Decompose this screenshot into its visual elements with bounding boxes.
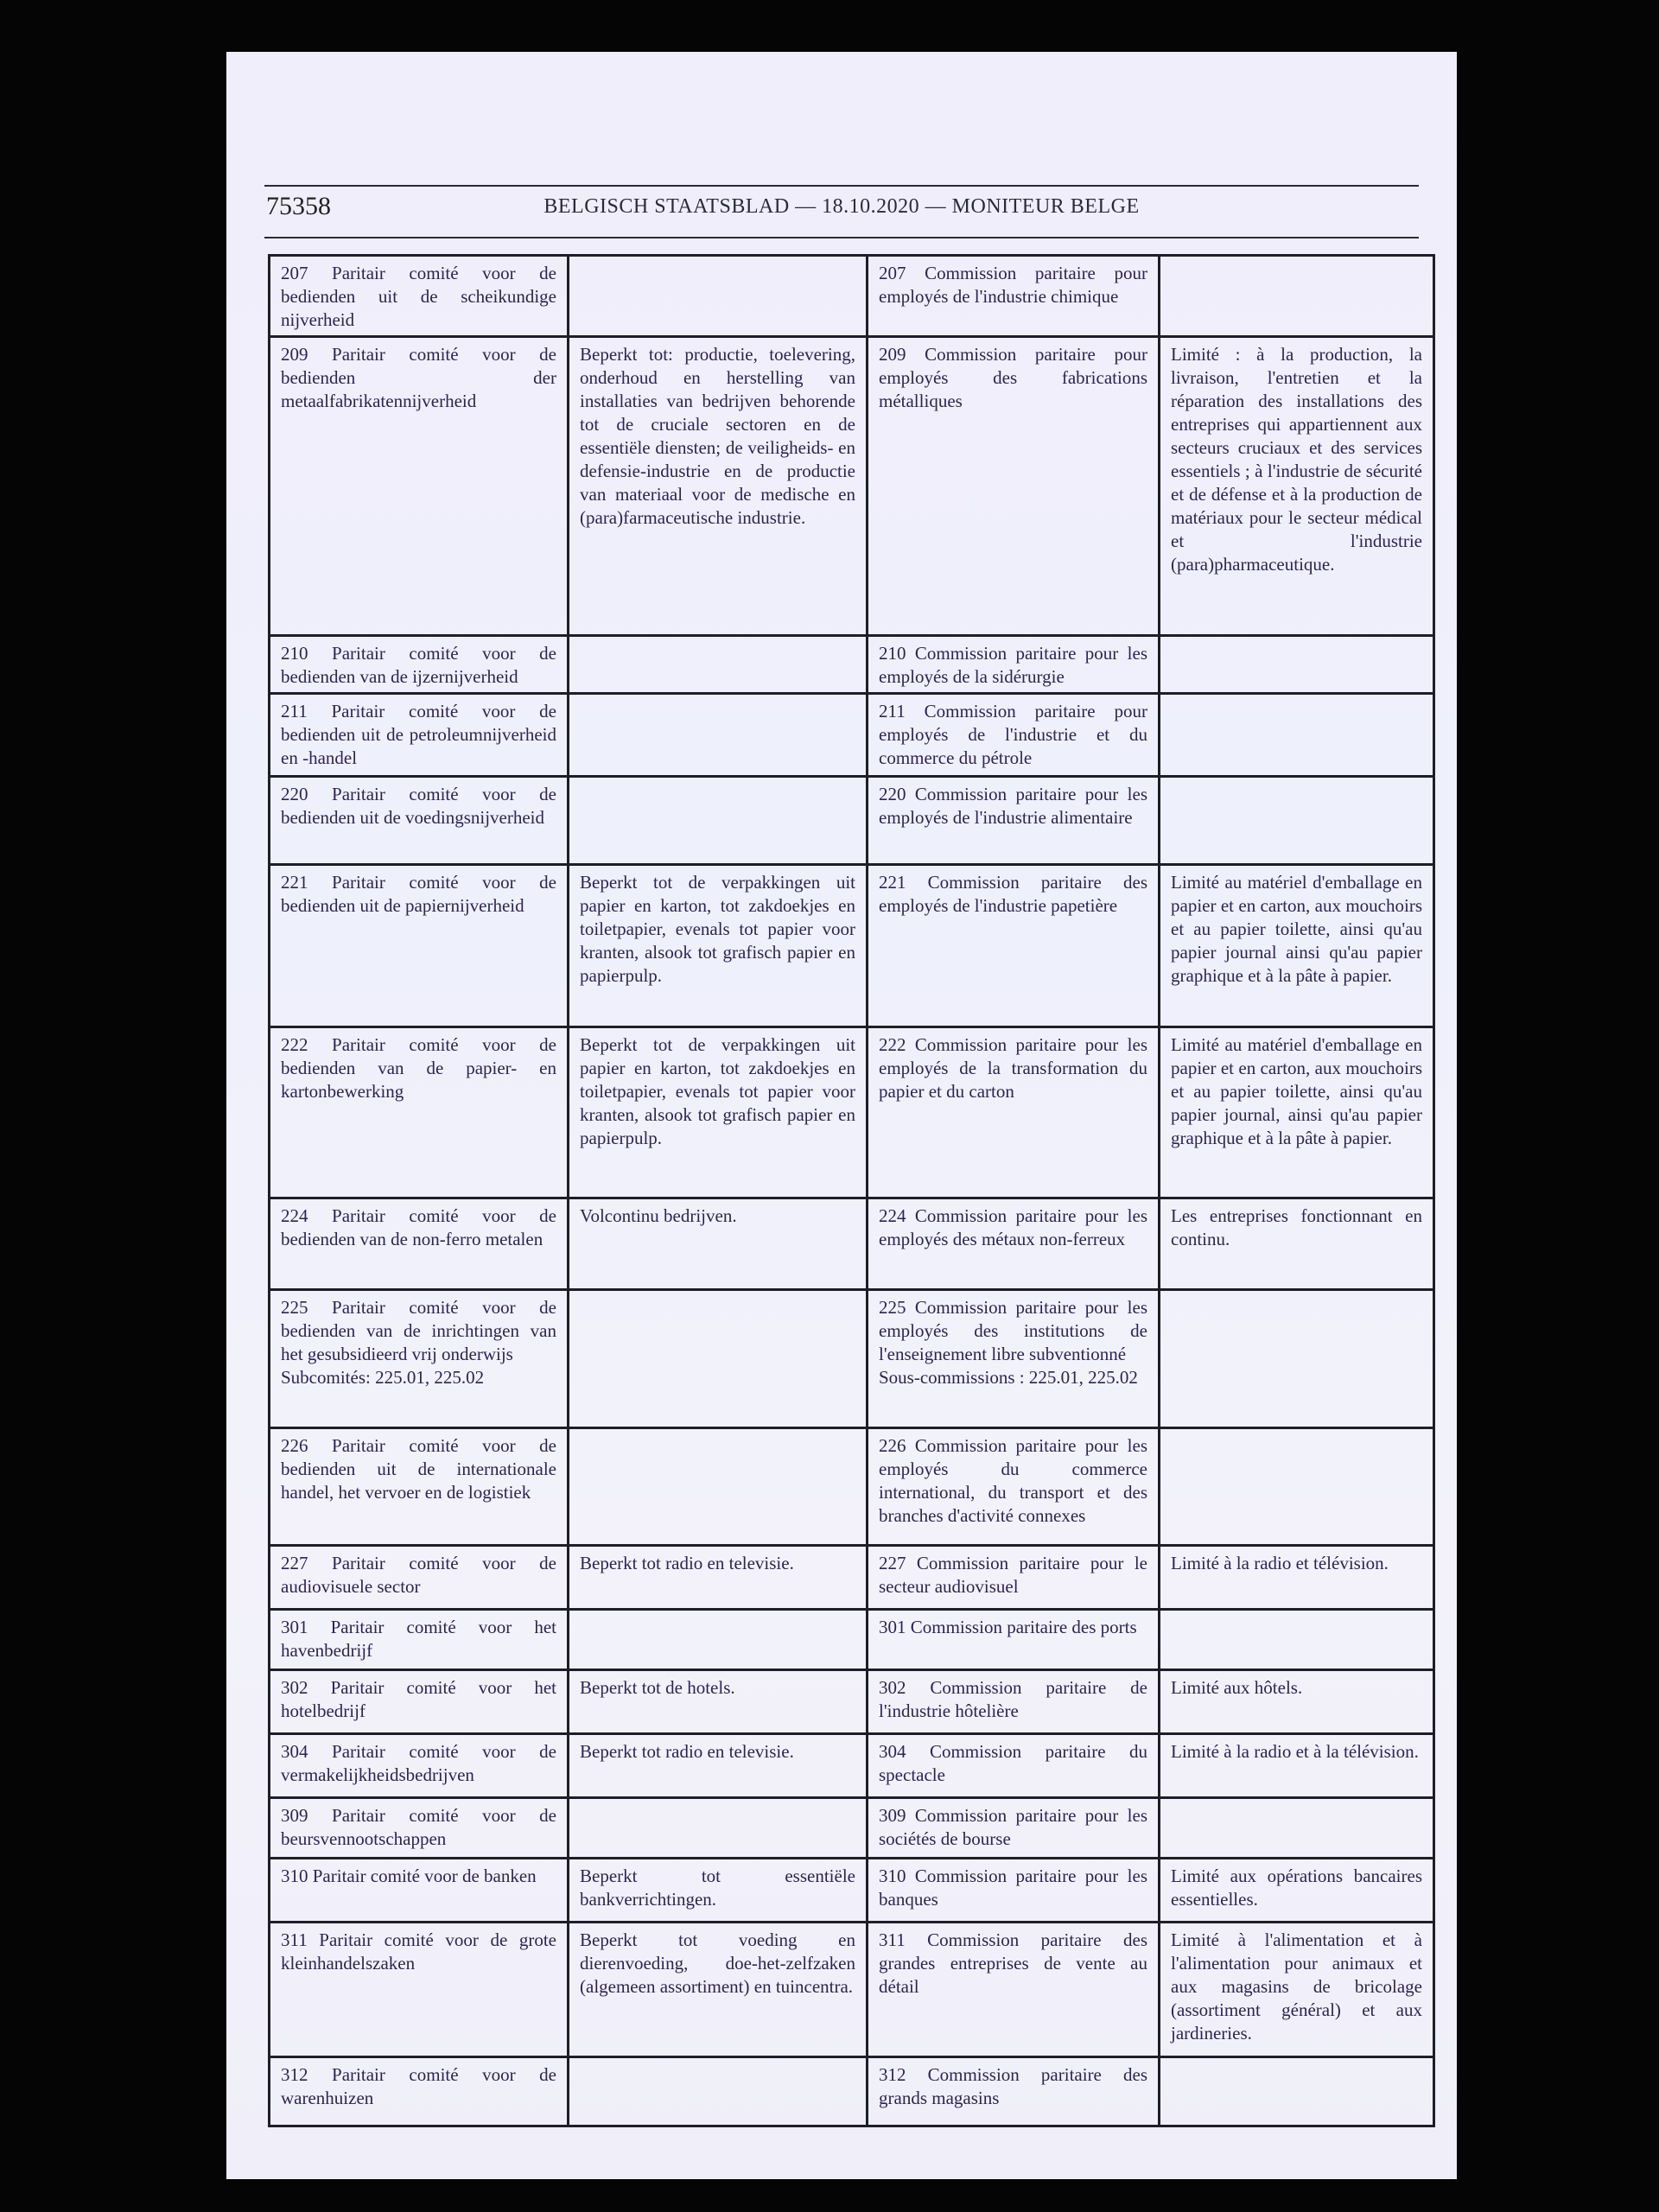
- fr-committee-cell: 304 Commission paritaire du spectacle: [868, 1734, 1160, 1798]
- page-number: 75358: [266, 192, 331, 220]
- fr-committee-cell: 227 Commission paritaire pour le secteur audiovisuel: [868, 1546, 1160, 1610]
- nl-committee-cell: 312 Paritair comité voor de warenhuizen: [270, 2057, 569, 2126]
- table-row: [270, 1859, 1434, 1923]
- table-row: [270, 694, 1434, 777]
- fr-committee-cell: 311 Commission paritaire des grandes entreprises de vente au détail: [868, 1923, 1160, 2057]
- table-row: [270, 1798, 1434, 1859]
- nl-committee-cell: 302 Paritair comité voor het hotelbedrijf: [270, 1670, 569, 1734]
- committee-table: [268, 254, 1435, 2127]
- nl-restriction-cell: [569, 256, 868, 337]
- nl-committee-cell: 211 Paritair comité voor de bedienden uit de petroleumnijverheid en -handel: [270, 694, 569, 777]
- table-row: [270, 1923, 1434, 2057]
- fr-restriction-cell: [1160, 636, 1434, 694]
- nl-restriction-cell: [569, 694, 868, 777]
- nl-restriction-cell: Beperkt tot essentiële bankverrichtingen.: [569, 1859, 868, 1923]
- running-head: BELGISCH STAATSBLAD — 18.10.2020 — MONITEUR BELGE: [543, 195, 1140, 218]
- table-row: [270, 256, 1434, 337]
- nl-committee-name: 225 Paritair comité voor de bedienden van de inrichtingen van het gesubsidieerd vrij onderwijs: [281, 1297, 556, 1364]
- fr-committee-cell: 226 Commission paritaire pour les employés du commerce international, du transport et des branches d'activité connexes: [868, 1428, 1160, 1546]
- fr-restriction-cell: [1160, 1610, 1434, 1670]
- nl-restriction-cell: [569, 1798, 868, 1859]
- nl-committee-cell: 210 Paritair comité voor de bedienden van de ijzernijverheid: [270, 636, 569, 694]
- fr-committee-cell: 302 Commission paritaire de l'industrie hôtelière: [868, 1670, 1160, 1734]
- table-row: [270, 865, 1434, 1027]
- table-row: [270, 1546, 1434, 1610]
- fr-restriction-cell: Limité aux opérations bancaires essentielles.: [1160, 1859, 1434, 1923]
- table-row: [270, 1027, 1434, 1198]
- nl-committee-cell: 222 Paritair comité voor de bedienden van de papier- en kartonbewerking: [270, 1027, 569, 1198]
- nl-restriction-cell: Beperkt tot de verpakkingen uit papier en karton, tot zakdoekjes en toiletpapier, evenals tot papier voor kranten, alsook tot grafisch papier en papierpulp.: [569, 865, 868, 1027]
- fr-restriction-cell: [1160, 777, 1434, 865]
- fr-restriction-cell: [1160, 1798, 1434, 1859]
- nl-committee-cell: 304 Paritair comité voor de vermakelijkheidsbedrijven: [270, 1734, 569, 1798]
- fr-restriction-cell: Limité à la radio et à la télévision.: [1160, 1734, 1434, 1798]
- nl-restriction-cell: Beperkt tot radio en televisie.: [569, 1734, 868, 1798]
- nl-committee-cell: 226 Paritair comité voor de bedienden uit de internationale handel, het vervoer en de logistiek: [270, 1428, 569, 1546]
- nl-committee-cell: 209 Paritair comité voor de bedienden der metaalfabrikatennijverheid: [270, 337, 569, 636]
- fr-restriction-cell: Limité à la radio et télévision.: [1160, 1546, 1434, 1610]
- nl-restriction-cell: Beperkt tot radio en televisie.: [569, 1546, 868, 1610]
- nl-committee-cell: 301 Paritair comité voor het havenbedrijf: [270, 1610, 569, 1670]
- fr-restriction-cell: Limité : à la production, la livraison, l'entretien et la réparation des installations des entreprises qui appartiennent aux secteurs cruciaux et des services essentiels ; à l'industrie de sécurité et de défense et à la production de matériaux pour le secteur médical et l'industrie (para)pharmaceutique.: [1160, 337, 1434, 636]
- nl-restriction-cell: [569, 2057, 868, 2126]
- fr-committee-cell: 224 Commission paritaire pour les employés des métaux non-ferreux: [868, 1198, 1160, 1290]
- nl-committee-cell: 311 Paritair comité voor de grote kleinhandelszaken: [270, 1923, 569, 2057]
- fr-committee-cell: 210 Commission paritaire pour les employés de la sidérurgie: [868, 636, 1160, 694]
- fr-committee-cell: 221 Commission paritaire des employés de l'industrie papetière: [868, 865, 1160, 1027]
- fr-committee-cell: 220 Commission paritaire pour les employés de l'industrie alimentaire: [868, 777, 1160, 865]
- header-rule-top: [264, 185, 1419, 187]
- nl-subcommittees: Subcomités: 225.01, 225.02: [281, 1367, 485, 1388]
- nl-committee-cell: 309 Paritair comité voor de beursvennootschappen: [270, 1798, 569, 1859]
- fr-restriction-cell: Limité au matériel d'emballage en papier et en carton, aux mouchoirs et au papier toilette, ainsi qu'au papier journal, ainsi qu'au papier graphique et à la pâte à papier.: [1160, 1027, 1434, 1198]
- nl-committee-cell: 207 Paritair comité voor de bedienden uit de scheikundige nijverheid: [270, 256, 569, 337]
- fr-committee-cell: 211 Commission paritaire pour employés de l'industrie et du commerce du pétrole: [868, 694, 1160, 777]
- header-rule-bottom: [264, 237, 1419, 238]
- nl-committee-cell: [270, 1290, 569, 1428]
- nl-restriction-cell: Beperkt tot de hotels.: [569, 1670, 868, 1734]
- nl-committee-cell: 221 Paritair comité voor de bedienden uit de papiernijverheid: [270, 865, 569, 1027]
- fr-committee-cell: 209 Commission paritaire pour employés des fabrications métalliques: [868, 337, 1160, 636]
- fr-restriction-cell: Limité au matériel d'emballage en papier et en carton, aux mouchoirs et au papier toilette, ainsi qu'au papier journal ainsi qu'au papier graphique et à la pâte à papier.: [1160, 865, 1434, 1027]
- fr-subcommittees: Sous-commissions : 225.01, 225.02: [879, 1367, 1138, 1388]
- table-row: [270, 777, 1434, 865]
- table-row: [270, 1610, 1434, 1670]
- table-row: [270, 1734, 1434, 1798]
- fr-committee-cell: [868, 1290, 1160, 1428]
- nl-committee-cell: 220 Paritair comité voor de bedienden uit de voedingsnijverheid: [270, 777, 569, 865]
- table-row: [270, 1670, 1434, 1734]
- table-row: [270, 1428, 1434, 1546]
- document-page: [226, 52, 1457, 2179]
- nl-restriction-cell: [569, 1428, 868, 1546]
- nl-restriction-cell: Beperkt tot de verpakkingen uit papier en karton, tot zakdoekjes en toiletpapier, evenals tot papier voor kranten, alsook tot grafisch papier en papierpulp.: [569, 1027, 868, 1198]
- fr-restriction-cell: Les entreprises fonctionnant en continu.: [1160, 1198, 1434, 1290]
- fr-committee-cell: 207 Commission paritaire pour employés de l'industrie chimique: [868, 256, 1160, 337]
- fr-restriction-cell: [1160, 2057, 1434, 2126]
- nl-restriction-cell: [569, 1610, 868, 1670]
- table-row: [270, 1198, 1434, 1290]
- nl-restriction-cell: [569, 1290, 868, 1428]
- fr-restriction-cell: [1160, 1428, 1434, 1546]
- fr-restriction-cell: [1160, 694, 1434, 777]
- nl-committee-cell: 310 Paritair comité voor de banken: [270, 1859, 569, 1923]
- table-row: [270, 636, 1434, 694]
- fr-committee-cell: 309 Commission paritaire pour les sociétés de bourse: [868, 1798, 1160, 1859]
- fr-restriction-cell: Limité aux hôtels.: [1160, 1670, 1434, 1734]
- nl-restriction-cell: [569, 636, 868, 694]
- table-row: [270, 2057, 1434, 2126]
- nl-committee-cell: 227 Paritair comité voor de audiovisuele sector: [270, 1546, 569, 1610]
- fr-restriction-cell: [1160, 1290, 1434, 1428]
- fr-committee-cell: 312 Commission paritaire des grands magasins: [868, 2057, 1160, 2126]
- nl-restriction-cell: Beperkt tot voeding en dierenvoeding, doe-het-zelfzaken (algemeen assortiment) en tuincentra.: [569, 1923, 868, 2057]
- nl-committee-cell: 224 Paritair comité voor de bedienden van de non-ferro metalen: [270, 1198, 569, 1290]
- nl-restriction-cell: Volcontinu bedrijven.: [569, 1198, 868, 1290]
- table-row: [270, 1290, 1434, 1428]
- fr-committee-cell: 222 Commission paritaire pour les employés de la transformation du papier et du carton: [868, 1027, 1160, 1198]
- fr-committee-name: 225 Commission paritaire pour les employés des institutions de l'enseignement libre subventionné: [879, 1297, 1147, 1364]
- fr-restriction-cell: Limité à l'alimentation et à l'alimentation pour animaux et aux magasins de bricolage (assortiment général) et aux jardineries.: [1160, 1923, 1434, 2057]
- fr-committee-cell: 310 Commission paritaire pour les banques: [868, 1859, 1160, 1923]
- fr-restriction-cell: [1160, 256, 1434, 337]
- fr-committee-cell: 301 Commission paritaire des ports: [868, 1610, 1160, 1670]
- table-row: [270, 337, 1434, 636]
- nl-restriction-cell: [569, 777, 868, 865]
- nl-restriction-cell: Beperkt tot: productie, toelevering, onderhoud en herstelling van installaties van bedrijven behorende tot de cruciale sectoren en de essentiële diensten; de veiligheids- en defensie-industrie en de productie van materiaal voor de medische en (para)farmaceutische industrie.: [569, 337, 868, 636]
- page-header: [264, 135, 1419, 238]
